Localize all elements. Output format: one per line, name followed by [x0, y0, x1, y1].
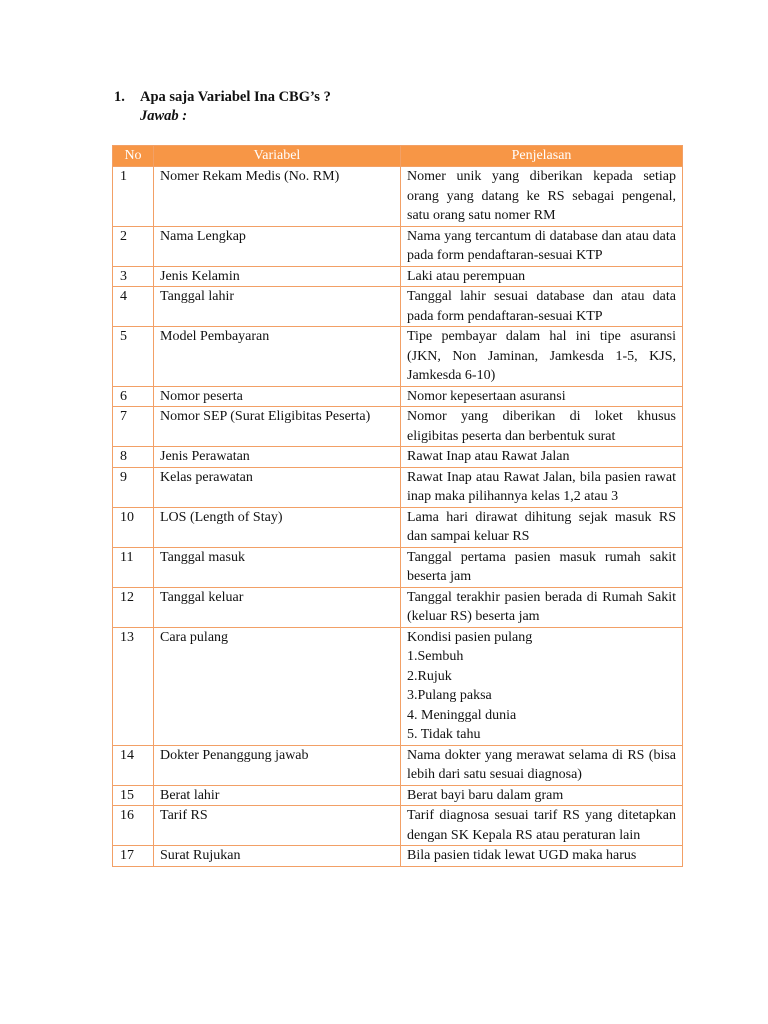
table-row: [113, 547, 683, 587]
row-description: [401, 386, 683, 407]
row-description: [401, 407, 683, 447]
row-description: [401, 806, 683, 846]
row-number: 9: [113, 467, 154, 507]
row-description: [401, 547, 683, 587]
description-line: Lama hari dirawat dihitung sejak masuk RS dan sampai keluar RS: [407, 509, 676, 544]
row-number: 6: [113, 386, 154, 407]
table-row: [113, 266, 683, 287]
description-line: Tanggal lahir sesuai database dan atau data pada form pendaftaran-sesuai KTP: [407, 289, 676, 324]
description-line: Rawat Inap atau Rawat Jalan, bila pasien rawat inap maka pilihannya kelas 1,2 atau 3: [407, 469, 676, 504]
row-number: 11: [113, 547, 154, 587]
table-row: [113, 806, 683, 846]
description-line: Tanggal terakhir pasien berada di Rumah Sakit (keluar RS) beserta jam: [407, 589, 676, 624]
row-description: [401, 587, 683, 627]
description-line: Kondisi pasien pulang: [407, 629, 533, 645]
row-description: [401, 846, 683, 867]
row-description: [401, 266, 683, 287]
table-row: [113, 587, 683, 627]
row-variable: Berat lahir: [154, 785, 401, 806]
row-description: [401, 467, 683, 507]
row-number: 17: [113, 846, 154, 867]
description-line: 1.Sembuh: [407, 649, 464, 664]
row-description: [401, 785, 683, 806]
row-number: 12: [113, 587, 154, 627]
row-variable: Tarif RS: [154, 806, 401, 846]
description-line: 2.Rujuk: [407, 668, 452, 684]
table-row: [113, 327, 683, 387]
row-number: 8: [113, 447, 154, 468]
row-variable: Tanggal masuk: [154, 547, 401, 587]
description-line: Nama dokter yang merawat selama di RS (bisa lebih dari satu sesuai diagnosa): [407, 747, 676, 782]
row-description: [401, 447, 683, 468]
description-line: Nama yang tercantum di database dan atau data pada form pendaftaran-sesuai KTP: [407, 228, 676, 263]
description-line: 4. Meninggal dunia: [407, 707, 517, 723]
row-description: [401, 507, 683, 547]
row-number: 10: [113, 507, 154, 547]
answer-label: Jawab :: [140, 108, 188, 124]
row-variable: Tanggal lahir: [154, 287, 401, 327]
row-number: 15: [113, 785, 154, 806]
table-row: [113, 507, 683, 547]
table-row: [113, 846, 683, 867]
header-description: Penjelasan: [401, 146, 683, 167]
row-description: [401, 327, 683, 387]
question-text: Apa saja Variabel Ina CBG’s ?: [140, 89, 331, 105]
row-variable: Nomer Rekam Medis (No. RM): [154, 167, 401, 227]
header-no: No: [113, 146, 154, 167]
row-number: 14: [113, 745, 154, 785]
row-number: 1: [113, 167, 154, 227]
table-row: [113, 745, 683, 785]
row-description: [401, 167, 683, 227]
description-line: Rawat Inap atau Rawat Jalan: [407, 449, 570, 464]
table-row: [113, 627, 683, 745]
description-line: Tipe pembayar dalam hal ini tipe asuransi (JKN, Non Jaminan, Jamkesda 1-5, KJS, Jamkesda 6-10): [407, 329, 676, 383]
row-variable: Nomor peserta: [154, 386, 401, 407]
row-variable: Cara pulang: [154, 627, 401, 745]
description-line: Laki atau perempuan: [407, 268, 526, 284]
row-variable: Kelas perawatan: [154, 467, 401, 507]
table-row: [113, 226, 683, 266]
description-line: 3.Pulang paksa: [407, 688, 492, 703]
description-line: Nomor kepesertaan asuransi: [407, 388, 566, 404]
table-body: [113, 167, 683, 867]
row-number: 13: [113, 627, 154, 745]
table-row: [113, 386, 683, 407]
row-description: [401, 226, 683, 266]
description-line: Bila pasien tidak lewat UGD maka harus: [407, 848, 637, 863]
description-line: Tarif diagnosa sesuai tarif RS yang ditetapkan dengan SK Kepala RS atau peraturan lain: [407, 808, 676, 843]
table-row: [113, 785, 683, 806]
row-variable: Dokter Penanggung jawab: [154, 745, 401, 785]
header-variable: Variabel: [154, 146, 401, 167]
description-line: 5. Tidak tahu: [407, 727, 481, 742]
row-number: 4: [113, 287, 154, 327]
question-heading: [114, 88, 331, 107]
row-variable: Jenis Perawatan: [154, 447, 401, 468]
table-row: [113, 447, 683, 468]
table-row: [113, 287, 683, 327]
row-variable: Nama Lengkap: [154, 226, 401, 266]
description-line: Berat bayi baru dalam gram: [407, 787, 564, 803]
row-variable: LOS (Length of Stay): [154, 507, 401, 547]
row-variable: Surat Rujukan: [154, 846, 401, 867]
table-row: [113, 467, 683, 507]
description-line: Tanggal pertama pasien masuk rumah sakit beserta jam: [407, 549, 676, 584]
row-variable: Model Pembayaran: [154, 327, 401, 387]
description-line: Nomor yang diberikan di loket khusus eligibitas peserta dan berbentuk surat: [407, 409, 676, 444]
row-variable: Tanggal keluar: [154, 587, 401, 627]
row-variable: Nomor SEP (Surat Eligibitas Peserta): [154, 407, 401, 447]
table-header-row: [113, 146, 683, 167]
table-row: [113, 407, 683, 447]
row-number: 5: [113, 327, 154, 387]
row-description: [401, 627, 683, 745]
description-line: Nomer unik yang diberikan kepada setiap orang yang datang ke RS sebagai pengenal, satu orang satu nomer RM: [407, 169, 676, 223]
row-variable: Jenis Kelamin: [154, 266, 401, 287]
variables-table: [112, 145, 683, 867]
row-number: 7: [113, 407, 154, 447]
question-number: 1.: [114, 89, 125, 105]
row-number: 16: [113, 806, 154, 846]
row-number: 2: [113, 226, 154, 266]
row-number: 3: [113, 266, 154, 287]
table-row: [113, 167, 683, 227]
row-description: [401, 745, 683, 785]
row-description: [401, 287, 683, 327]
